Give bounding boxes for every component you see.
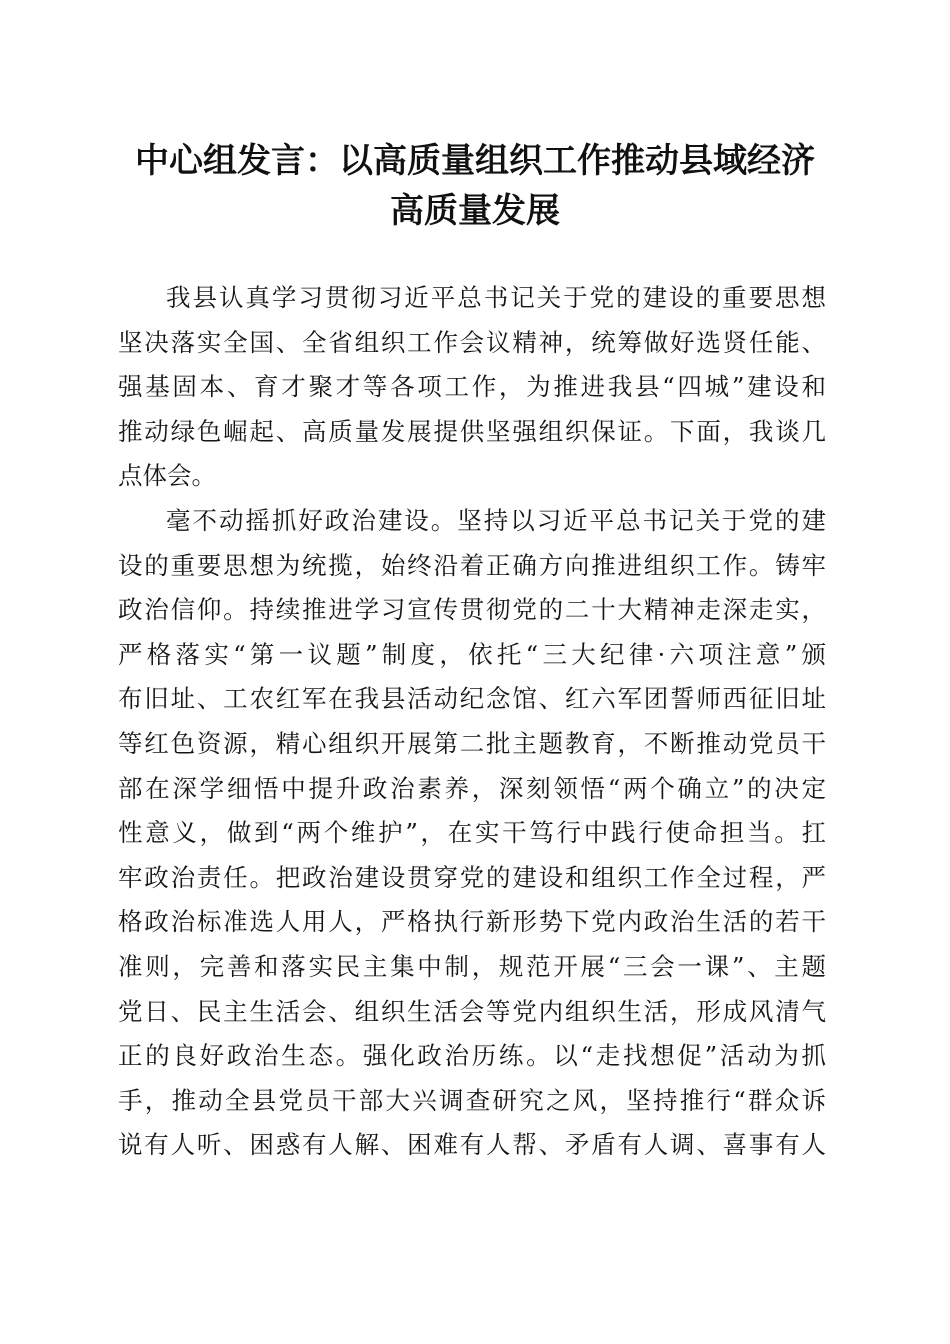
document-body <box>118 276 826 1168</box>
text-line: 坚决落实全国、全省组织工作会议精神，统筹做好选贤任能、 <box>118 327 826 357</box>
text-line: 说有人听、困惑有人解、困难有人帮、矛盾有人调、喜事有人 <box>118 1130 826 1160</box>
text-line: 我县认真学习贯彻习近平总书记关于党的建设的重要思想 <box>166 283 826 312</box>
text-line: 推动绿色崛起、高质量发展提供坚强组织保证。下面，我谈几 <box>118 416 826 446</box>
text-line: 牢政治责任。把政治建设贯穿党的建设和组织工作全过程，严 <box>118 862 826 892</box>
text-line: 点体会。 <box>118 461 216 491</box>
text-line: 格政治标准选人用人，严格执行新形势下党内政治生活的若干 <box>118 907 826 937</box>
text-line: 手，推动全县党员干部大兴调查研究之风，坚持推行“群众诉 <box>118 1085 826 1115</box>
paragraph-intro <box>118 276 826 499</box>
text-line: 设的重要思想为统揽，始终沿着正确方向推进组织工作。铸牢 <box>118 550 826 580</box>
text-line: 布旧址、工农红军在我县活动纪念馆、红六军团誓师西征旧址 <box>118 684 826 714</box>
paragraph-political-construction <box>118 499 826 1168</box>
text-line: 严格落实“第一议题”制度，依托“三大纪律·六项注意”颁 <box>118 639 826 669</box>
title-line: 高质量发展 <box>390 191 560 231</box>
text-line: 正的良好政治生态。强化政治历练。以“走找想促”活动为抓 <box>118 1041 826 1071</box>
text-line: 强基固本、育才聚才等各项工作，为推进我县“四城”建设和 <box>118 372 826 402</box>
text-line: 等红色资源，精心组织开展第二批主题教育，不断推动党员干 <box>118 728 826 758</box>
document-title <box>100 136 850 236</box>
text-line: 部在深学细悟中提升政治素养，深刻领悟“两个确立”的决定 <box>118 773 826 803</box>
title-line: 中心组发言：以高质量组织工作推动县域经济 <box>135 141 815 181</box>
text-line: 党日、民主生活会、组织生活会等党内组织生活，形成风清气 <box>118 996 826 1026</box>
text-line: 政治信仰。持续推进学习宣传贯彻党的二十大精神走深走实， <box>118 595 826 625</box>
text-line: 准则，完善和落实民主集中制，规范开展“三会一课”、主题 <box>118 951 826 981</box>
text-line: 毫不动摇抓好政治建设。坚持以习近平总书记关于党的建 <box>166 505 826 535</box>
text-line: 性意义，做到“两个维护”，在实干笃行中践行使命担当。扛 <box>118 818 826 848</box>
